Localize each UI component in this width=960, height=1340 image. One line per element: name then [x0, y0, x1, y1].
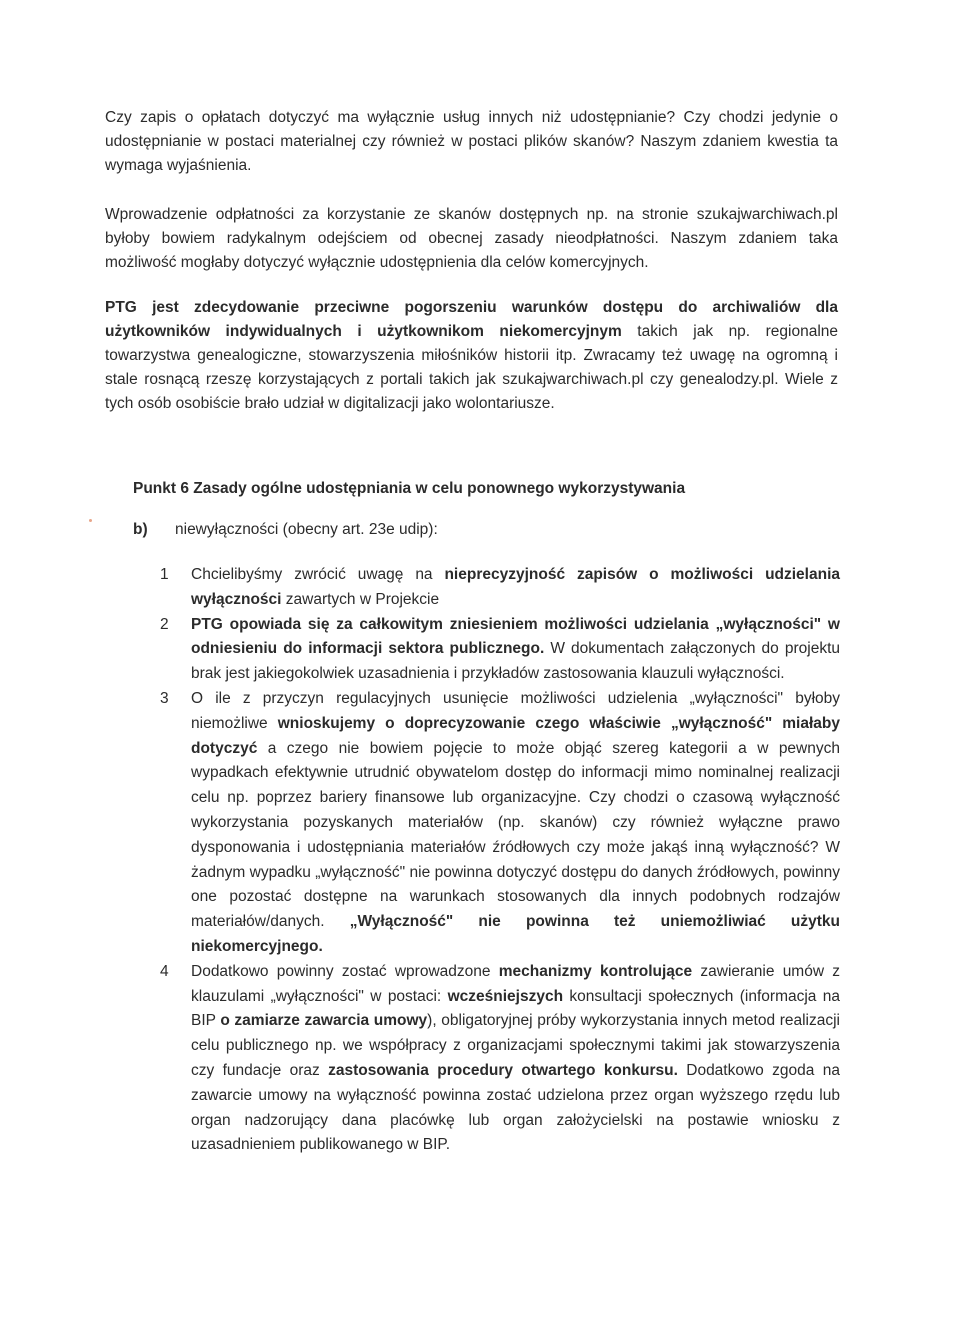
- list-item-text: zawieranie umów z klauzulami „wyłączności" w postaci:: [191, 962, 841, 1005]
- subsection-b: [133, 521, 438, 539]
- list-item-bold-text: wnioskujemy o doprecyzowanie czego właściwie „wyłączność" miałaby dotyczyć: [191, 714, 840, 757]
- list-item-text: ), obligatoryjnej próby wykorzystania innych metod realizacji celu publicznego np. we współpracy z organizacjami społecznymi takimi jak stowarzyszenia czy fundacje oraz: [191, 1012, 840, 1079]
- list-item-bold-text: „Wyłączność" nie powinna też uniemożliwiać użytku niekomercyjnego.: [191, 913, 840, 955]
- paragraph-ptg-position: [105, 296, 838, 416]
- list-item-bold-text: o zamiarze zawarcia umowy: [220, 1012, 428, 1030]
- list-item-text: Dodatkowo zgoda na zawarcie umowy na wyłączność powinna zostać udzielona przez organ wyższego rzędu lub organ nadzorujący dana placówkę lub organ założycielski na postawie wniosku z uzasadnieniem publikowanego w BIP.: [191, 1061, 840, 1154]
- ptg-position-rest: takich jak np. regionalne towarzystwa genealogiczne, stowarzyszenia miłośników historii itp. Zwracamy też uwagę na ogromną i stale rosnącą rzeszę korzystających z portali takich jak szukajwarchiwach.pl czy genealodzy.pl. Wiele z tych osób osobiście brało udział w digitalizacji jako wolontariusze.: [105, 323, 838, 412]
- paragraph-paid-scans: Wprowadzenie odpłatności za korzystanie ze skanów dostępnych np. na stronie szukajwarchiwach.pl byłoby bowiem radykalnym odejściem od obecnej zasady nieodpłatności. Naszym zdaniem taka możliwość mogłaby dotyczyć wyłącznie udostępnienia dla celów komercyjnych.: [105, 206, 838, 271]
- list-item-number: 2: [160, 615, 169, 633]
- numbered-list: [160, 563, 840, 1158]
- list-item-text: zawartych w Projekcie: [281, 590, 440, 608]
- ptg-position-bold: PTG jest zdecydowanie przeciwne pogorszeniu warunków dostępu do archiwaliów dla użytkowników indywidualnych i użytkownikom niekomercyjnym: [105, 299, 838, 340]
- subsection-text: niewyłączności (obecny art. 23e udip):: [175, 521, 438, 538]
- list-item-bold-text: PTG opowiada się za całkowitym zniesieniem możliwości udzielania „wyłączności" w odniesieniu do informacji sektora publicznego.: [191, 615, 840, 658]
- list-item-number: 3: [160, 689, 169, 707]
- list-item-number: 4: [160, 962, 169, 980]
- list-item-text: W dokumentach załączonych do projektu brak jest jakiegokolwiek uzasadnienia i przykładów zastosowania klauzuli wyłączności.: [191, 640, 841, 683]
- list-item-bold-text: nieprecyzyjność zapisów o możliwości udzielania wyłączności: [191, 566, 841, 608]
- list-item-text: Chcielibyśmy zwrócić uwagę na: [191, 566, 445, 583]
- subsection-letter: b): [133, 521, 148, 538]
- section-title: Punkt 6 Zasady ogólne udostępniania w celu ponownego wykorzystywania: [133, 480, 686, 497]
- list-item-text: O ile z przyczyn regulacyjnych usunięcie możliwości udzielenia „wyłączności" byłoby niemożliwe: [191, 689, 840, 732]
- list-item-number: 1: [160, 566, 169, 583]
- list-item-text: konsultacji społecznych (informacja na BIP: [191, 987, 841, 1030]
- list-item-text: Dodatkowo powinny zostać wprowadzone: [191, 962, 499, 980]
- list-item: [160, 687, 840, 960]
- list-item-bold-text: mechanizmy kontrolujące: [498, 962, 693, 980]
- scan-speck: [89, 519, 92, 522]
- list-item: [160, 563, 840, 613]
- list-item-bold-text: wcześniejszych: [447, 987, 564, 1005]
- list-item-text: a czego nie bowiem pojęcie to może objąć szereg kategorii a w pewnych wypadkach efektywnie utrudnić obywatelom dostęp do informacji mimo nominalnej realizacji celu np. poprzez bariery finansowe lub organizacyjne. Czy chodzi o czasową wyłączność wykorzystania pozyskanych materiałów (np. skanów) czy również wyłączne prawo dysponowania i udostępniania materiałów źródłowych czy może jakąś inną wyłączność? W żadnym wypadku „wyłączność" nie powinna dotyczyć dostępu do danych źródłowych, powinny one pozostać dostępne na warunkach stosowanych dla innych podobnych rodzajów materiałów/danych.: [191, 739, 840, 931]
- list-item: [160, 613, 840, 687]
- list-item: [160, 960, 840, 1158]
- list-item-bold-text: zastosowania procedury otwartego konkursu.: [328, 1061, 678, 1079]
- paragraph-fees-question: Czy zapis o opłatach dotyczyć ma wyłącznie usług innych niż udostępnianie? Czy chodzi jedynie o udostępnianie w postaci materialnej czy również w postaci plików skanów? Naszym zdaniem kwestia ta wymaga wyjaśnienia.: [105, 109, 838, 174]
